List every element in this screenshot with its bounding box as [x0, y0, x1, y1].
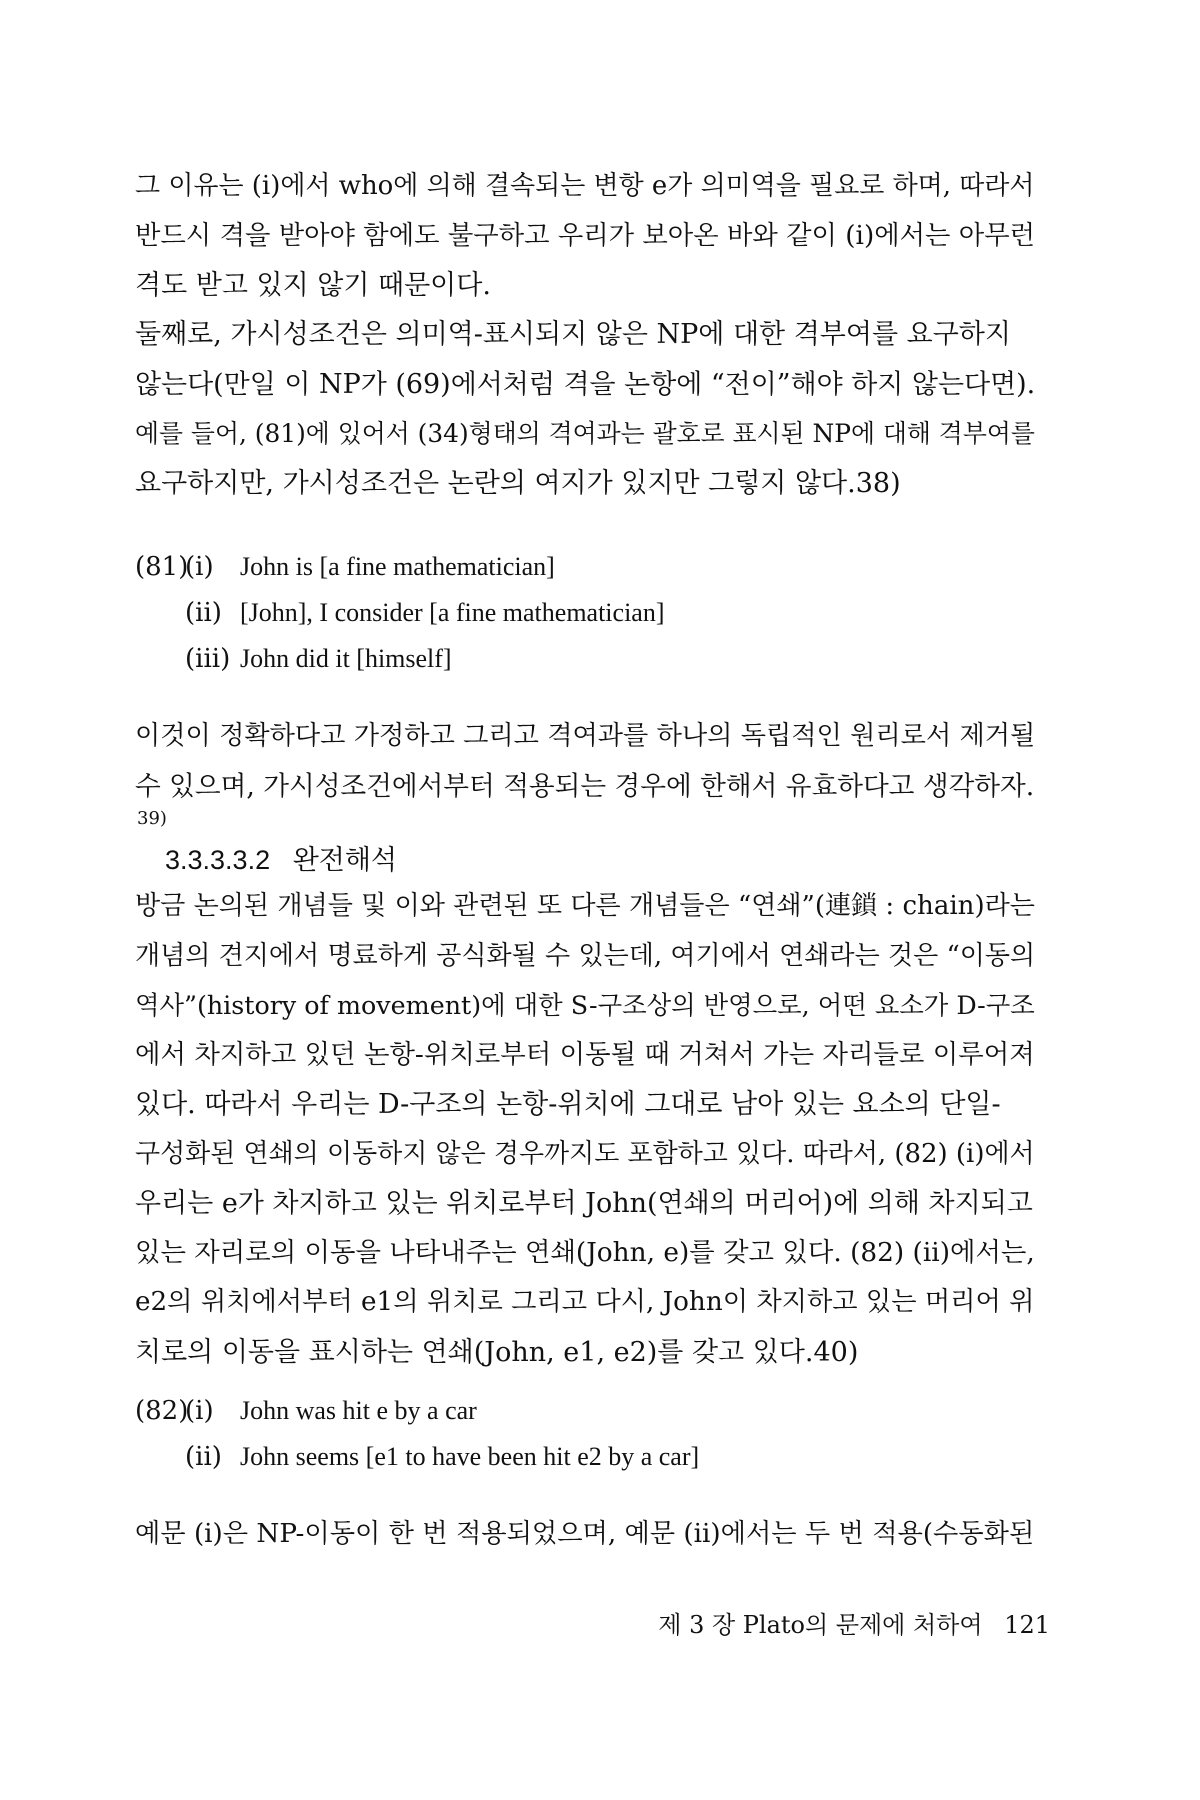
example-sub-label: (i) [185, 1396, 214, 1426]
text-line: 우리는 e가 차지하고 있는 위치로부터 John(연쇄의 머리어)에 의해 차지되고 [135, 1188, 1033, 1219]
example-text: John did it [himself] [240, 644, 452, 673]
text-line: 예문 (i)은 NP-이동이 한 번 적용되었으며, 예문 (ii)에서는 두 번 적용(수동화된 [135, 1519, 1035, 1549]
paragraph-2 [135, 310, 1035, 508]
paragraph-4 [135, 882, 1035, 1377]
page-number: 121 [1004, 1611, 1050, 1639]
text-line: 방금 논의된 개념들 및 이와 관련된 또 다른 개념들은 “연쇄”(連鎖 : chain)라는 [135, 891, 1035, 921]
text-line: 그 이유는 (i)에서 who에 의해 결속되는 변항 e가 의미역을 필요로 하며, 따라서 [135, 171, 1035, 201]
example-sub-label: (ii) [185, 598, 222, 628]
text-line: 에서 차지하고 있던 논항-위치로부터 이동될 때 거쳐서 가는 자리들로 이루어져 [135, 1039, 1035, 1070]
running-header: 제 3 장 Plato의 문제에 처하여 [658, 1611, 983, 1639]
example-number: (81) [135, 552, 189, 582]
text-line: 예를 들어, (81)에 있어서 (34)형태의 격여과는 괄호로 표시된 NP에 대해 격부여를 [135, 419, 1035, 448]
text-line: 수 있으며, 가시성조건에서부터 적용되는 경우에 한해서 유효하다고 생각하자. [135, 770, 1035, 802]
text-line: 있다. 따라서 우리는 D-구조의 논항-위치에 그대로 남아 있는 요소의 단일- [135, 1089, 1001, 1120]
page-footer [600, 1605, 1050, 1640]
text-line: 역사”(history of movement)에 대한 S-구조상의 반영으로, 어떤 요소가 D-구조 [135, 990, 1035, 1020]
example-number: (82) [135, 1396, 189, 1426]
text-line: 치로의 이동을 표시하는 연쇄(John, e1, e2)를 갖고 있다.40) [135, 1336, 859, 1368]
section-heading [165, 838, 397, 877]
text-line: e2의 위치에서부터 e1의 위치로 그리고 다시, John이 차지하고 있는 머리어 위 [135, 1287, 1035, 1317]
text-line: 개념의 견지에서 명료하게 공식화될 수 있는데, 여기에서 연쇄라는 것은 “이동의 [135, 940, 1036, 971]
text-line: 않는다(만일 이 NP가 (69)에서처럼 격을 논항에 “전이”해야 하지 않는다면). [135, 368, 1036, 400]
paragraph-1 [135, 162, 1035, 311]
example-text: [John], I consider [a fine mathematician] [240, 598, 665, 627]
text-line: 둘째로, 가시성조건은 의미역-표시되지 않은 NP에 대한 격부여를 요구하지 [135, 319, 1011, 350]
example-sub-label: (ii) [185, 1442, 222, 1472]
example-sub-label: (i) [185, 552, 214, 582]
example-text: John seems [e1 to have been hit e2 by a car] [240, 1442, 700, 1471]
text-line: 격도 받고 있지 않기 때문이다. [135, 270, 491, 301]
footnote-marker: 39) [137, 808, 167, 829]
example-text: John is [a fine mathematician] [240, 552, 555, 581]
paragraph-3 [135, 712, 1035, 811]
section-title: 완전해석 [292, 845, 398, 876]
text-line: 반드시 격을 받아야 함에도 불구하고 우리가 보아온 바와 같이 (i)에서는 아무런 [135, 220, 1036, 251]
paragraph-5 [135, 1510, 1035, 1560]
text-line: 구성화된 연쇄의 이동하지 않은 경우까지도 포함하고 있다. 따라서, (82) (i)에서 [135, 1138, 1035, 1169]
example-sub-label: (iii) [185, 644, 231, 674]
section-number: 3.3.3.3.2 [165, 845, 271, 875]
text-line: 이것이 정확하다고 가정하고 그리고 격여과를 하나의 독립적인 원리로서 제거될 [135, 721, 1036, 751]
text-line: 있는 자리로의 이동을 나타내주는 연쇄(John, e)를 갖고 있다. (82) (ii)에서는, [135, 1237, 1035, 1268]
example-text: John was hit e by a car [240, 1396, 477, 1425]
text-line: 요구하지만, 가시성조건은 논란의 여지가 있지만 그렇지 않다.38) [135, 467, 901, 499]
